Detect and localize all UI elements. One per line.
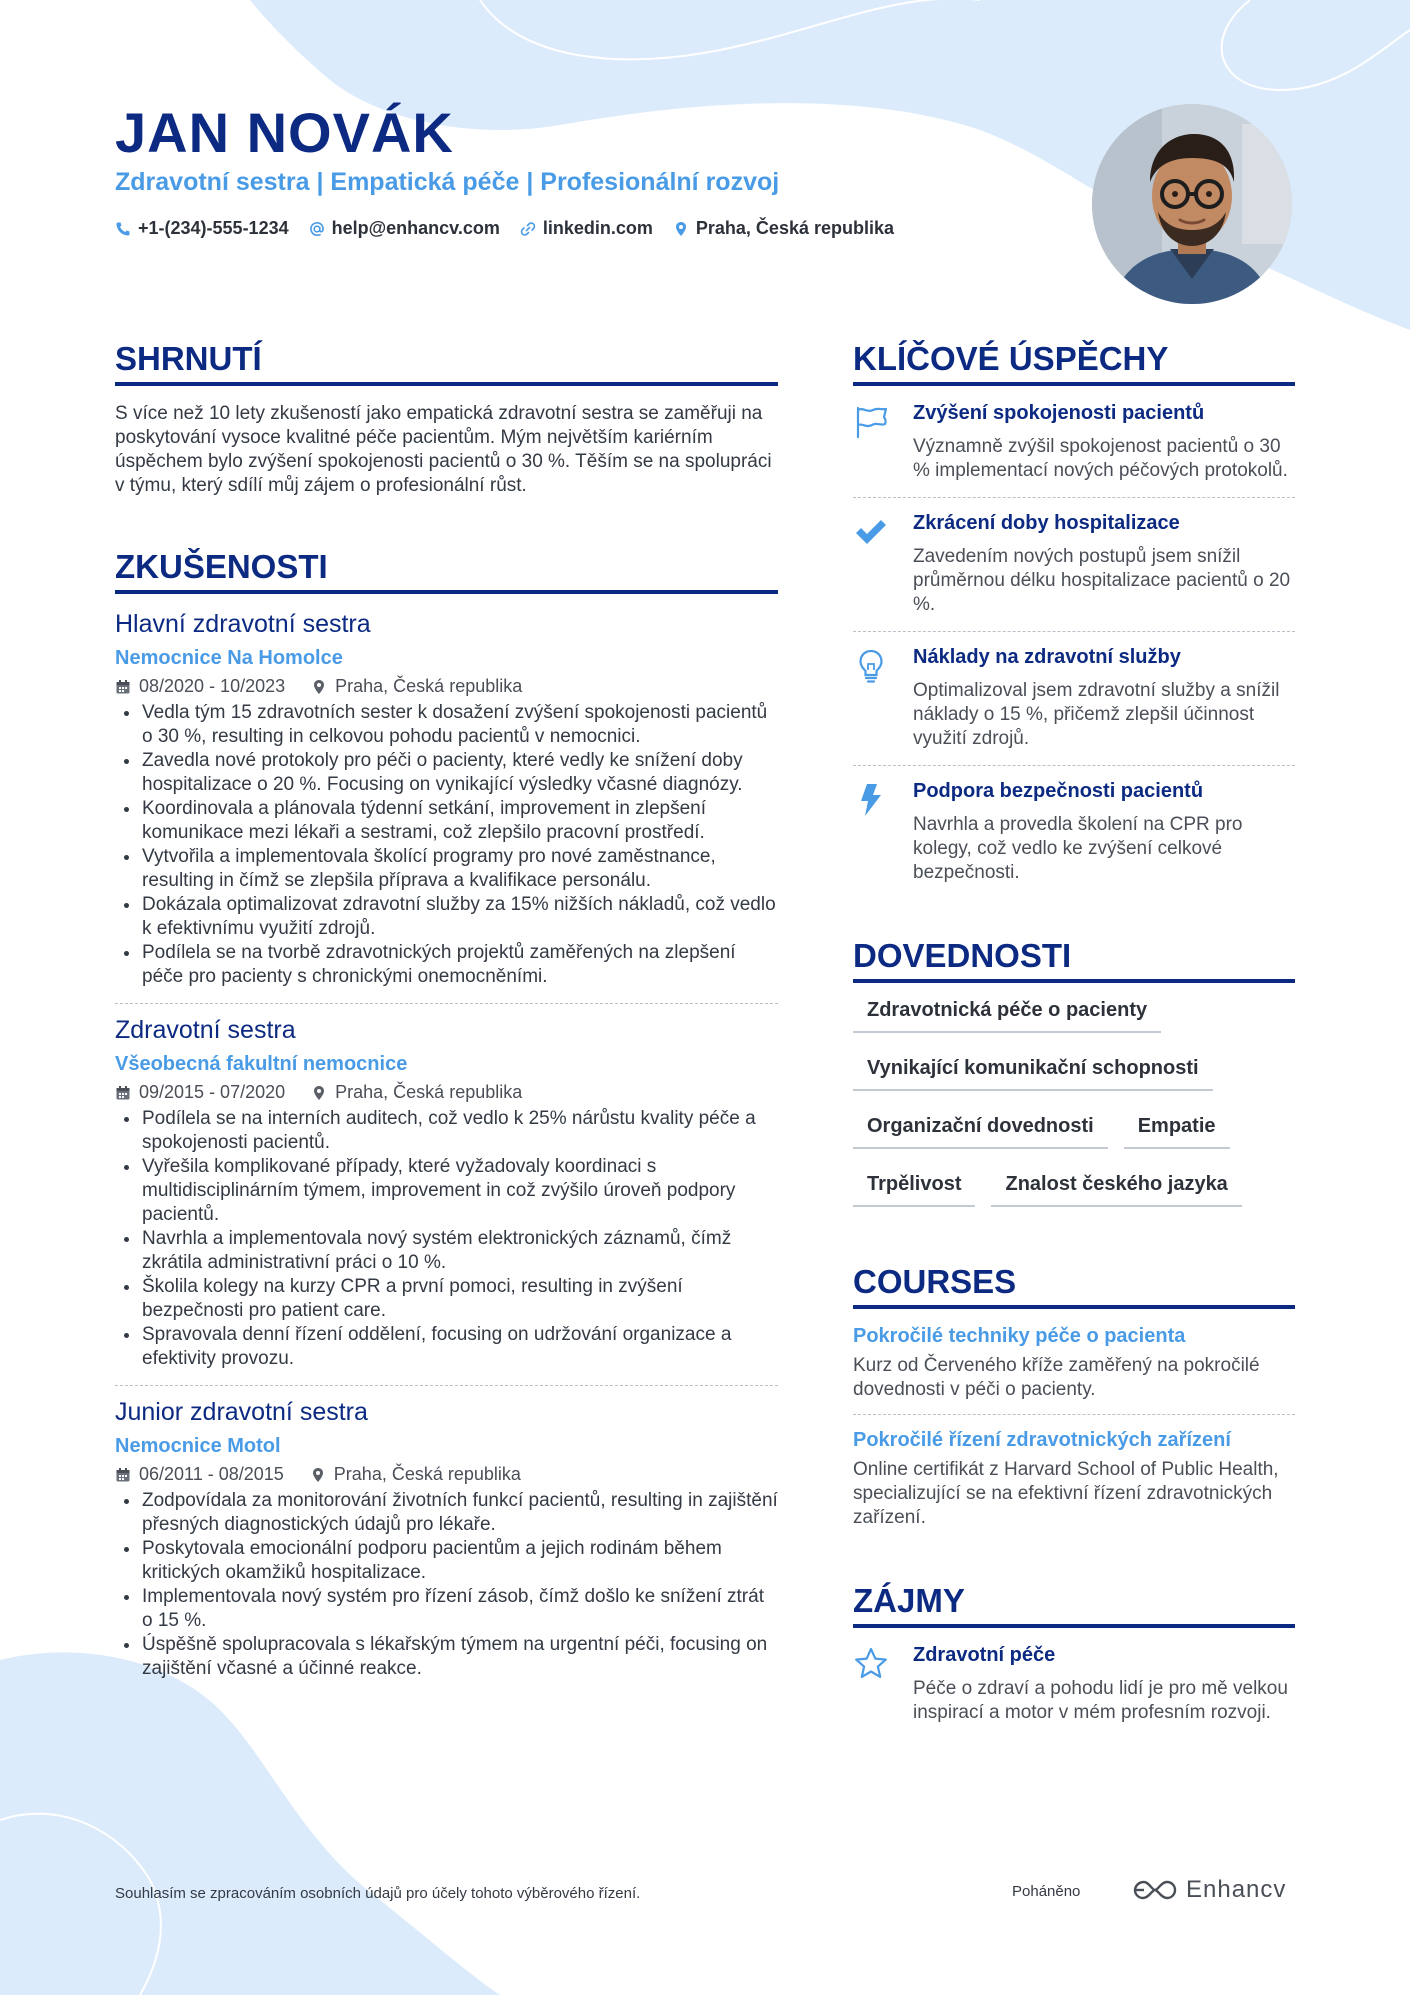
interests-heading: ZÁJMY	[853, 1582, 1295, 1628]
job-bullet: Vyřešila komplikované případy, které vyžadovaly koordinaci s multidisciplinárním týmem, improvement in což zvýšilo úroveň podpory pacientů.	[115, 1155, 778, 1227]
job-location-text: Praha, Česká republika	[333, 1464, 521, 1484]
job-bullet: Koordinovala a plánovala týdenní setkání, improvement in zlepšení komunikace mezi lékaři a sestrami, což zlepšilo pracovní prostředí.	[115, 797, 778, 845]
job-bullet: Zodpovídala za monitorování životních funkcí pacientů, resulting in zajištění přesných diagnostických údajů pro lékaře.	[115, 1489, 778, 1537]
job-meta	[115, 1082, 778, 1103]
achievements-heading: KLÍČOVÉ ÚSPĚCHY	[853, 340, 1295, 386]
location-pin-icon	[311, 1085, 327, 1101]
location-pin-icon	[673, 221, 689, 237]
enhancv-logo-icon	[1132, 1878, 1178, 1902]
phone-icon	[115, 221, 131, 237]
course-desc: Online certifikát z Harvard School of Public Health, specializující se na efektivní řízení zdravotnických zařízení.	[853, 1459, 1279, 1528]
job-location	[311, 676, 522, 697]
contact-email-text: help@enhancv.com	[331, 218, 500, 238]
achievement-item	[853, 498, 1295, 632]
job-bullet: Vedla tým 15 zdravotních sester k dosažení zvýšení spokojenosti pacientů o 30 %, resulting in celkovou pohodu pacientů v nemocnici.	[115, 701, 778, 749]
job-company: Nemocnice Motol	[115, 1435, 281, 1457]
job-bullet: Spravovala denní řízení oddělení, focusing on udržování organizace a efektivity provozu.	[115, 1323, 778, 1371]
job-meta	[115, 1464, 778, 1485]
location-pin-icon	[310, 1467, 326, 1483]
job-title: Junior zdravotní sestra	[115, 1398, 368, 1426]
contact-phone[interactable]	[115, 218, 289, 239]
skill-tag: Vynikající komunikační schopnosti	[853, 1057, 1213, 1091]
contact-email[interactable]	[309, 218, 500, 239]
achievement-item	[853, 632, 1295, 766]
achievement-item	[853, 766, 1295, 899]
job-dates-text: 06/2011 - 08/2015	[139, 1464, 284, 1484]
interest-item	[853, 1630, 1295, 1739]
job-dates	[115, 1082, 285, 1103]
lightbulb-icon	[853, 648, 889, 684]
achievement-item	[853, 388, 1295, 498]
powered-by-label: Poháněno	[1012, 1883, 1081, 1900]
achievement-desc: Optimalizoval jsem zdravotní služby a snížil náklady o 15 %, přičemž zlepšil účinnost využití zdrojů.	[913, 680, 1280, 749]
calendar-icon	[115, 1085, 131, 1101]
achievement-desc: Zavedením nových postupů jsem snížil průměrnou délku hospitalizace pacientů o 20 %.	[913, 546, 1291, 615]
summary-text: S více než 10 lety zkušeností jako empatická zdravotní sestra se zaměřuji na poskytování vysoce kvalitné péče pacientům. Mým největším kariérním úspěchem bylo zvýšení spokojenosti pacientů o 30 %. Těším se na spolupráci v týmu, který sdílí můj zájem o profesionální růst.	[115, 403, 772, 496]
achievement-title: Zvýšení spokojenosti pacientů	[913, 402, 1205, 424]
job-bullet: Podílela se na interních auditech, což vedlo k 25% nárůstu kvality péče a spokojenosti pacientů.	[115, 1107, 778, 1155]
achievement-icon-wrap	[853, 780, 913, 885]
profile-portrait	[1092, 104, 1292, 304]
job-entry	[115, 1386, 778, 1695]
skills-list	[853, 999, 1295, 1207]
achievement-icon-wrap	[853, 512, 913, 617]
summary-heading: SHRNUTÍ	[115, 340, 778, 386]
skill-tag: Organizační dovednosti	[853, 1115, 1108, 1149]
skill-tag: Znalost českého jazyka	[991, 1173, 1241, 1207]
job-title: Hlavní zdravotní sestra	[115, 610, 371, 638]
job-bullet: Implementovala nový systém pro řízení zásob, čímž došlo ke snížení ztrát o 15 %.	[115, 1585, 778, 1633]
job-bullet: Podílela se na tvorbě zdravotnických projektů zaměřených na zlepšení péče pro pacienty s chronickými onemocněními.	[115, 941, 778, 989]
profile-photo	[1092, 104, 1292, 304]
job-bullets	[115, 701, 778, 989]
brand-name: Enhancv	[1186, 1876, 1287, 1903]
check-icon	[853, 514, 889, 550]
job-bullet: Vytvořila a implementovala školící programy pro nové zaměstnance, resulting in čímž se zlepšila příprava a kvalifikace personálu.	[115, 845, 778, 893]
interest-desc: Péče o zdraví a pohodu lidí je pro mě velkou inspirací a motor v mém profesním rozvoji.	[913, 1678, 1288, 1723]
achievement-title: Podpora bezpečnosti pacientů	[913, 780, 1204, 802]
at-icon	[309, 221, 325, 237]
job-bullet: Poskytovala emocionální podporu pacientům a jejich rodinám během kritických okamžiků hospitalizace.	[115, 1537, 778, 1585]
job-bullets	[115, 1489, 778, 1681]
consent-note: Souhlasím se zpracováním osobních údajů pro účely tohoto výběrového řízení.	[115, 1885, 641, 1902]
link-icon	[520, 221, 536, 237]
achievement-desc: Významně zvýšil spokojenost pacientů o 30 % implementací nových péčových protokolů.	[913, 436, 1288, 481]
course-desc: Kurz od Červeného kříže zaměřený na pokročilé dovednosti v péči o pacienty.	[853, 1355, 1260, 1400]
achievement-icon-wrap	[853, 402, 913, 483]
job-bullet: Navrhla a implementovala nový systém elektronických záznamů, čímž zkrátila administrativní práci o 10 %.	[115, 1227, 778, 1275]
job-bullet: Dokázala optimalizovat zdravotní služby za 15% nižších nákladů, což vedlo k efektivnímu využití zdrojů.	[115, 893, 778, 941]
experience-heading: ZKUŠENOSTI	[115, 548, 778, 594]
star-icon	[853, 1646, 889, 1682]
job-dates-text: 08/2020 - 10/2023	[139, 676, 286, 696]
candidate-tagline: Zdravotní sestra | Empatická péče | Profesionální rozvoj	[115, 168, 780, 196]
achievement-icon-wrap	[853, 646, 913, 751]
calendar-icon	[115, 1467, 131, 1483]
course-title: Pokročilé techniky péče o pacienta	[853, 1325, 1186, 1347]
brand-logo[interactable]	[1132, 1876, 1286, 1904]
job-title: Zdravotní sestra	[115, 1016, 296, 1044]
job-company: Nemocnice Na Homolce	[115, 647, 343, 669]
job-bullet: Úspěšně spolupracovala s lékařským týmem na urgentní péči, focusing on zajištění včasné a účinné reakce.	[115, 1633, 778, 1681]
job-company: Všeobecná fakultní nemocnice	[115, 1053, 408, 1075]
contact-bar	[115, 218, 894, 239]
job-location-text: Praha, Česká republika	[335, 1082, 523, 1102]
courses-heading: COURSES	[853, 1263, 1295, 1309]
left-column	[115, 340, 778, 1695]
location-pin-icon	[311, 679, 327, 695]
job-bullet: Školila kolegy na kurzy CPR a první pomoci, resulting in zvýšení bezpečnosti pro patient care.	[115, 1275, 778, 1323]
contact-linkedin[interactable]	[520, 218, 653, 239]
achievement-desc: Navrhla a provedla školení na CPR pro kolegy, což vedlo ke zvýšení celkové bezpečnosti.	[913, 814, 1243, 883]
right-column	[853, 340, 1295, 1739]
skills-heading: DOVEDNOSTI	[853, 937, 1295, 983]
job-entry	[115, 1004, 778, 1386]
job-location	[311, 1082, 522, 1103]
contact-location-text: Praha, Česká republika	[695, 218, 895, 238]
job-dates	[115, 1464, 284, 1485]
course-item	[853, 1317, 1295, 1415]
contact-location	[673, 218, 894, 239]
achievement-title: Zkrácení doby hospitalizace	[913, 512, 1180, 534]
job-location	[310, 1464, 521, 1485]
job-bullets	[115, 1107, 778, 1371]
skill-tag: Zdravotnická péče o pacienty	[853, 999, 1161, 1033]
job-dates-text: 09/2015 - 07/2020	[139, 1082, 286, 1102]
calendar-icon	[115, 679, 131, 695]
job-meta	[115, 676, 778, 697]
job-location-text: Praha, Česká republika	[335, 676, 523, 696]
skill-tag: Empatie	[1124, 1115, 1230, 1149]
contact-phone-text: +1-(234)-555-1234	[138, 218, 289, 238]
flag-icon	[853, 404, 889, 440]
achievement-title: Náklady na zdravotní služby	[913, 646, 1181, 668]
job-entry	[115, 610, 778, 1004]
interest-icon-wrap	[853, 1644, 913, 1725]
course-title: Pokročilé řízení zdravotnických zařízení	[853, 1429, 1231, 1451]
skill-tag: Trpělivost	[853, 1173, 975, 1207]
interest-title: Zdravotní péče	[913, 1644, 1056, 1666]
job-bullet: Zavedla nové protokoly pro péči o pacienty, které vedly ke snížení doby hospitalizace o 20 %. Focusing on vynikající výsledky včasné diagnózy.	[115, 749, 778, 797]
job-dates	[115, 676, 285, 697]
candidate-name: JAN NOVÁK	[115, 101, 454, 164]
lightning-icon	[853, 782, 889, 818]
contact-linkedin-text: linkedin.com	[542, 218, 653, 238]
course-item	[853, 1415, 1295, 1542]
